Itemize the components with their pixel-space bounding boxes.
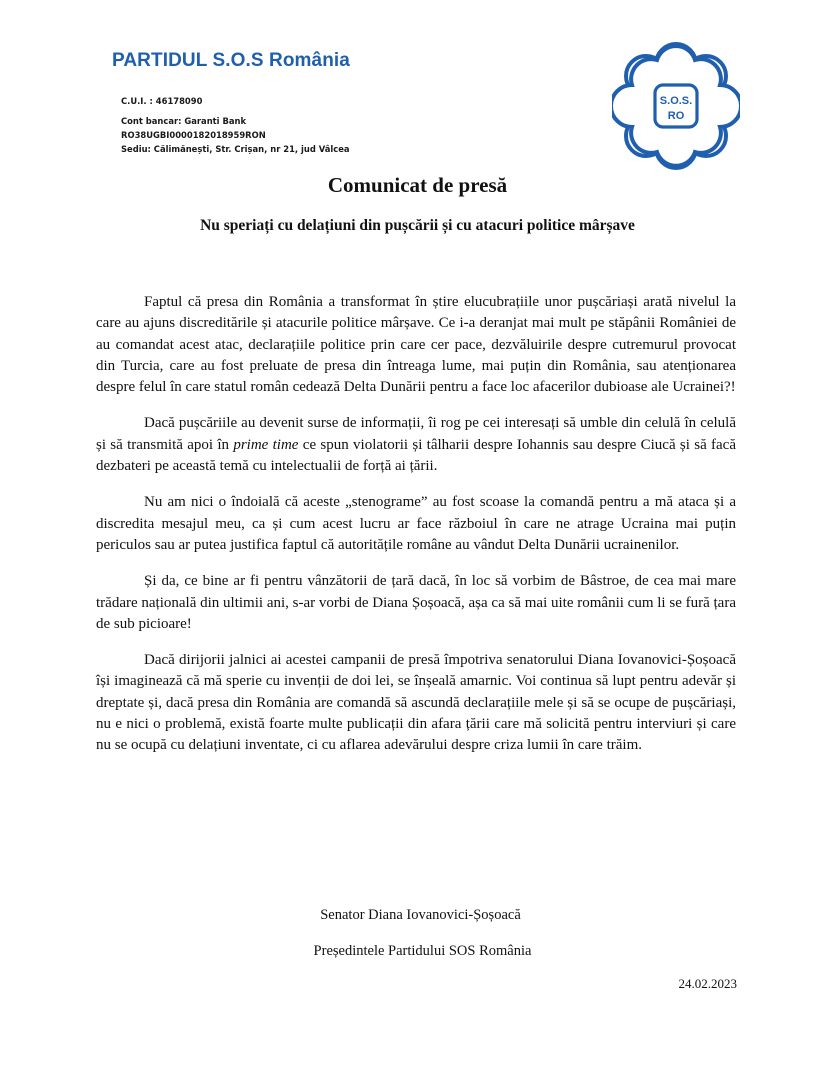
paragraph-2-text-b: ce spun violatorii și tâlharii despre Iohannis sau despre Ciucă și să facă dezbateri pe această temă cu intelectualii de forță ai țării. [96, 436, 736, 475]
logo-text-ro: RO [667, 110, 685, 122]
party-logo [612, 42, 740, 170]
paragraph-5: Dacă dirijorii jalnici ai acestei campanii de presă împotriva senatorului Diana Iovanovici-Șoșoacă își imaginează că mă sperie cu invenții de doi lei, se înșeală amarnic. Voi continua să lupt pentru adevăr și dreptate și, dacă presa din România are comandă să ascundă declarațiile mele și să se ocupe de pușcăriași, nu e nici o problemă, există foarte multe publicații din afara țării care mă solicită pentru interviuri și care nu se ocupă cu delațiuni inventate, ci cu aflarea adevărului despre criza lumii în care trăim. [96, 652, 736, 754]
paragraph-2-text-a: Dacă pușcăriile au devenit surse de informații, îi rog pe cei interesați să umble din celulă în celulă și să transmită apoi în [96, 415, 736, 453]
document-title: Comunicat de presă [327, 173, 508, 197]
document-subtitle: Nu speriați cu delațiuni din pușcării și cu atacuri politice mârșave [200, 217, 635, 234]
bank-line: Cont bancar: Garanti Bank [121, 116, 247, 126]
document-body [96, 292, 736, 772]
party-details [121, 94, 350, 156]
cui-line: C.U.I. : 46178090 [121, 96, 203, 106]
iban-line: RO38UGBI0000182018959RON [121, 130, 266, 140]
prime-time-emphasis: prime time [233, 436, 299, 453]
document-date: 24.02.2023 [678, 976, 737, 991]
address-line: Sediu: Călimănești, Str. Crișan, nr 21, jud Vâlcea [121, 144, 350, 154]
party-name: PARTIDUL S.O.S România [112, 50, 350, 71]
paragraph-4: Și da, ce bine ar fi pentru vânzătorii de țară dacă, în loc să vorbim de Bâstroe, de cea mai mare trădare națională din ultimii ani, s-ar vorbi de Diana Șoșoacă, așa ca să mai uite românii cum li se fură țara de sub picioare! [96, 573, 736, 632]
paragraph-2 [96, 413, 736, 477]
paragraph-3: Nu am nici o îndoială că aceste „stenograme” au fost scoase la comandă pentru a mă ataca și a discredita mesajul meu, ca și cum acest lucru ar face războiul în care ne atrage Ucraina mai puțin periculos sau ar putea justifica faptul că autoritățile române au vândut Delta Dunării ucrainenilor. [96, 494, 736, 553]
signature-role: Președintele Partidului SOS România [313, 943, 532, 959]
paragraph-1: Faptul că presa din România a transformat în știre elucubrațiile unor pușcăriași arată nivelul la care au ajuns discreditările și atacurile politice mârșave. Ce i-a deranjat mai mult pe stăpânii României de au comandat acest atac, declarațiile politice prin care cer pace, dezvăluirile despre cutremurul provocat din Turcia, care au fost preluate de presa din întreaga lume, mai puțin din România, sau atenționarea despre felul în care statul român cedează Delta Dunării pentru a face loc afacerilor dubioase ale Ucrainei?! [96, 294, 736, 396]
logo-text-sos: S.O.S. [659, 95, 693, 107]
signature-name: Senator Diana Iovanovici-Șoșoacă [320, 907, 521, 923]
